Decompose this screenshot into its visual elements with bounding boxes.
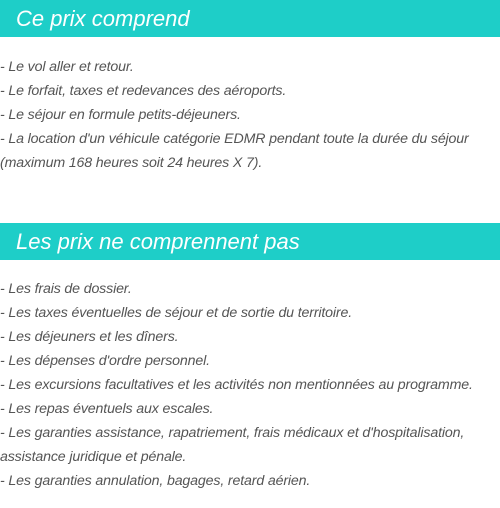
list-item: - Les déjeuners et les dîners. [0, 329, 179, 345]
list-item: - Les excursions facultatives et les activités non mentionnées au programme. [0, 377, 473, 393]
list-item: - Le forfait, taxes et redevances des aéroports. [0, 83, 287, 99]
included-list [0, 55, 500, 175]
list-item: - Les repas éventuels aux escales. [0, 401, 214, 417]
list-item: - Les dépenses d'ordre personnel. [0, 353, 210, 369]
excluded-section-title: Les prix ne comprennent pas [16, 229, 300, 254]
excluded-list [0, 277, 500, 493]
list-item: - Les garanties annulation, bagages, retard aérien. [0, 473, 311, 489]
list-item: - Le séjour en formule petits-déjeuners. [0, 107, 241, 123]
list-item: - Le vol aller et retour. [0, 59, 134, 75]
list-item: - Les taxes éventuelles de séjour et de sortie du territoire. [0, 305, 353, 321]
list-item: - Les garanties assistance, rapatriement, frais médicaux et d'hospitalisation, assistance juridique et pénale. [0, 425, 465, 465]
list-item: - Les frais de dossier. [0, 281, 132, 297]
included-section-title: Ce prix comprend [16, 6, 190, 31]
list-item: - La location d'un véhicule catégorie EDMR pendant toute la durée du séjour (maximum 168 heures soit 24 heures X 7). [0, 131, 469, 171]
included-section-header [0, 0, 500, 37]
excluded-section-header [0, 223, 500, 260]
